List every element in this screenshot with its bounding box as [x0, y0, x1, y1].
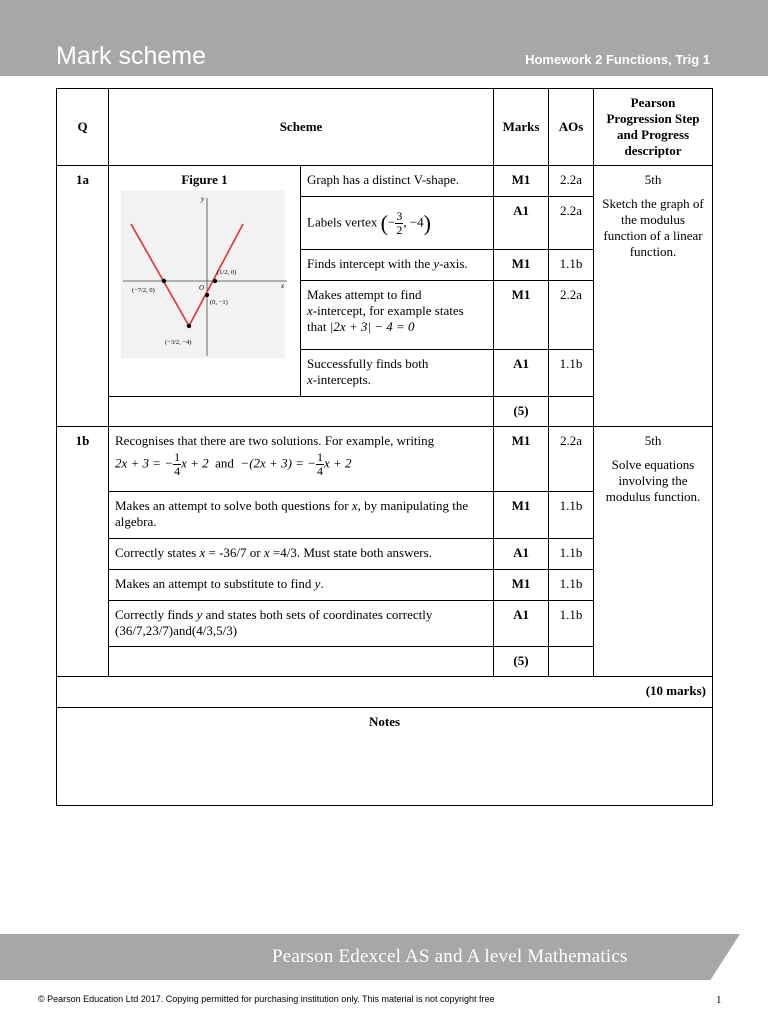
table-row	[57, 166, 713, 197]
left-intercept-label: (−7/2, 0)	[132, 287, 155, 294]
total-marks: (10 marks)	[57, 677, 713, 708]
vertex-label: (−3/2, −4)	[165, 339, 192, 346]
progression-descriptor: Sketch the graph of the modulus function of a linear function.	[602, 196, 704, 259]
ao: 1.1b	[549, 601, 594, 647]
ao: 2.2a	[549, 427, 594, 492]
header-scheme: Scheme	[109, 89, 494, 166]
header-pearson: Pearson Progression Step and Progress descriptor	[594, 89, 713, 166]
modulus-graph-figure	[115, 190, 287, 360]
progression-step: 5th	[644, 172, 662, 187]
scheme-text: Recognises that there are two solutions. For example, writing 2x + 3 = − $\frac{1}{4}$ x + 2 and −(2x + 3) = − $\frac{1}{4}$ x + 2	[109, 427, 494, 492]
mark: M1	[494, 250, 549, 281]
scheme-text: Successfully finds both x-intercepts.	[301, 350, 494, 397]
total-1b: (5)	[494, 647, 549, 677]
equation: |2x + 3| − 4 = 0	[329, 319, 415, 334]
copyright-notice: © Pearson Education Ltd 2017. Copying permitted for purchasing institution only. This material is not copyright free	[38, 994, 495, 1004]
page-title: Mark scheme	[56, 42, 207, 70]
question-label-1a: 1a	[57, 166, 109, 427]
progression-cell-1b	[594, 427, 713, 677]
scheme-text: Makes an attempt to substitute to find y.	[109, 570, 494, 601]
header-q: Q	[57, 89, 109, 166]
header-aos: AOs	[549, 89, 594, 166]
total-marks-row	[57, 677, 713, 708]
figure-title: Figure 1	[181, 172, 228, 187]
scheme-text: Graph has a distinct V-shape.	[301, 166, 494, 197]
ao: 2.2a	[549, 281, 594, 350]
x-axis-label: x	[281, 282, 285, 290]
notes-row	[57, 708, 713, 806]
mark-scheme-table	[56, 88, 713, 806]
figure-cell	[109, 166, 301, 397]
scheme-text: Finds intercept with the y-axis.	[301, 250, 494, 281]
mark: M1	[494, 427, 549, 492]
footer-banner-text: Pearson Edexcel AS and A level Mathematics	[272, 946, 628, 967]
mark: A1	[494, 539, 549, 570]
page-subtitle: Homework 2 Functions, Trig 1	[525, 52, 710, 67]
scheme-text: Correctly states x = -36/7 or x =4/3. Must state both answers.	[109, 539, 494, 570]
question-label-1b: 1b	[57, 427, 109, 677]
point-left-intercept	[162, 279, 166, 283]
ao: 2.2a	[549, 197, 594, 250]
ao: 1.1b	[549, 250, 594, 281]
fraction: $\frac{3}{2}$	[396, 208, 403, 237]
mark: A1	[494, 197, 549, 250]
table-row	[57, 427, 713, 492]
ao: 1.1b	[549, 539, 594, 570]
progression-step: 5th	[644, 433, 662, 448]
mark: A1	[494, 350, 549, 397]
progression-cell-1a	[594, 166, 713, 427]
ao: 1.1b	[549, 570, 594, 601]
scheme-text: Makes an attempt to solve both questions for x, by manipulating the algebra.	[109, 492, 494, 539]
total-1a: (5)	[494, 397, 549, 427]
scheme-text: Labels vertex (− $\frac{3}{2}$ , −4)	[301, 197, 494, 250]
ao: 1.1b	[549, 350, 594, 397]
header-marks: Marks	[494, 89, 549, 166]
table-header-row	[57, 89, 713, 166]
origin-label: O	[199, 284, 205, 292]
progression-descriptor: Solve equations involving the modulus function.	[605, 457, 701, 504]
right-intercept-label: (1/2, 0)	[217, 269, 237, 276]
notes-label: Notes	[57, 708, 713, 806]
ao: 1.1b	[549, 492, 594, 539]
mark: A1	[494, 601, 549, 647]
graph-background	[121, 190, 285, 358]
point-right-intercept	[213, 279, 217, 283]
y-intercept-label: (0, −1)	[210, 299, 228, 306]
page-number: 1	[716, 994, 722, 1006]
y-axis-label: y	[201, 195, 205, 203]
scheme-text: Correctly finds y and states both sets of coordinates correctly (36/7,23/7)and(4/3,5/3)	[109, 601, 494, 647]
point-y-intercept	[205, 293, 209, 297]
scheme-text: Makes attempt to find x-intercept, for example states that |2x + 3| − 4 = 0	[301, 281, 494, 350]
mark: M1	[494, 281, 549, 350]
mark: M1	[494, 166, 549, 197]
mark: M1	[494, 570, 549, 601]
point-vertex	[187, 324, 191, 328]
ao: 2.2a	[549, 166, 594, 197]
mark: M1	[494, 492, 549, 539]
